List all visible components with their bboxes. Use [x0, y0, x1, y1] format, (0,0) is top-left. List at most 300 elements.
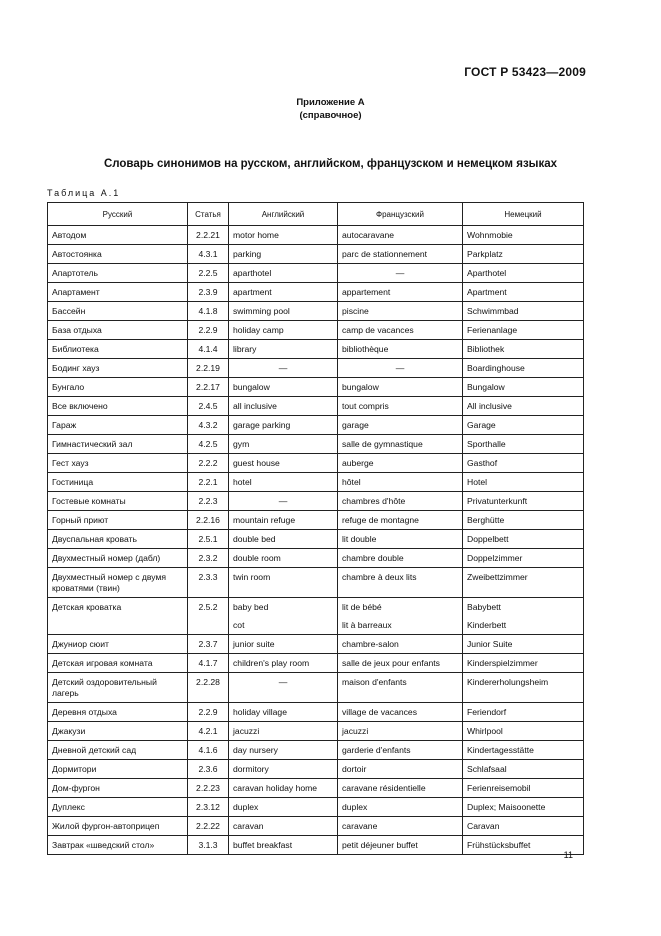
cell-french-text: autocaravane [342, 230, 395, 240]
cell-english [229, 568, 338, 598]
cell-german-text: Kinderspielzimmer [467, 658, 538, 668]
cell-russian [48, 798, 188, 817]
cell-russian [48, 435, 188, 454]
cell-russian-text: Все включено [52, 401, 108, 411]
page-number: 11 [563, 850, 573, 860]
table-row [48, 397, 584, 416]
cell-german-text: Aparthotel [467, 268, 507, 278]
column-header-article: Статья [188, 203, 229, 226]
cell-russian-text: Двуспальная кровать [52, 534, 137, 544]
cell-russian [48, 492, 188, 511]
table-row [48, 492, 584, 511]
cell-french-text: duplex [342, 802, 368, 812]
cell-article-text: 4.1.4 [198, 344, 218, 354]
table-row [48, 741, 584, 760]
cell-russian [48, 321, 188, 340]
cell-article [188, 673, 229, 703]
cell-english [229, 703, 338, 722]
cell-french [338, 340, 463, 359]
cell-english [229, 654, 338, 673]
cell-article-text: 2.2.22 [196, 821, 220, 831]
cell-english-text: holiday village [233, 707, 287, 717]
cell-french-text: village de vacances [342, 707, 418, 717]
cell-french [338, 817, 463, 836]
cell-french-text: petit déjeuner buffet [342, 840, 418, 850]
cell-article [188, 568, 229, 598]
cell-french-text: — [395, 363, 405, 373]
cell-russian-text: Бунгало [52, 382, 85, 392]
cell-english [229, 226, 338, 245]
cell-russian-text: Бодинг хауз [52, 363, 100, 373]
cell-article-text: 4.3.1 [198, 249, 218, 259]
cell-article-text: 2.2.23 [196, 783, 220, 793]
cell-russian-text: Дормитори [52, 764, 97, 774]
cell-english [229, 340, 338, 359]
cell-french-text: auberge [342, 458, 374, 468]
cell-english [229, 549, 338, 568]
cell-french [338, 779, 463, 798]
cell-english-alt-text: cot [233, 620, 245, 630]
cell-german-text: Kindertagesstätte [467, 745, 534, 755]
cell-article [188, 598, 229, 635]
cell-russian [48, 760, 188, 779]
cell-french-text: piscine [342, 306, 369, 316]
cell-english-text: twin room [233, 572, 271, 582]
cell-english-text: swimming pool [233, 306, 290, 316]
cell-french-text: lit de bébé [342, 602, 382, 612]
cell-german-text: Berghütte [467, 515, 505, 525]
cell-german-text: Bibliothek [467, 344, 505, 354]
cell-french [338, 798, 463, 817]
cell-russian-text: Детская игровая комната [52, 658, 153, 668]
table-row [48, 321, 584, 340]
cell-english [229, 283, 338, 302]
cell-article-text: 2.3.7 [198, 639, 218, 649]
cell-french [338, 264, 463, 283]
cell-french [338, 760, 463, 779]
table-row [48, 435, 584, 454]
cell-french [338, 378, 463, 397]
cell-russian-text: Гараж [52, 420, 77, 430]
cell-russian-text: Гостиница [52, 477, 94, 487]
cell-german [463, 245, 584, 264]
cell-german [463, 226, 584, 245]
cell-english [229, 454, 338, 473]
cell-article-text: 4.1.6 [198, 745, 218, 755]
cell-english [229, 760, 338, 779]
cell-article [188, 635, 229, 654]
cell-german-text: Gasthof [467, 458, 498, 468]
document-code: ГОСТ Р 53423—2009 [464, 65, 586, 79]
column-header-english: Английский [229, 203, 338, 226]
cell-russian-text: Горный приют [52, 515, 109, 525]
cell-german-text: Apartment [467, 287, 507, 297]
cell-german [463, 359, 584, 378]
cell-russian [48, 264, 188, 283]
cell-french-text: jacuzzi [342, 726, 369, 736]
cell-article [188, 817, 229, 836]
cell-russian-text: Жилой фургон-автоприцеп [52, 821, 160, 831]
table-caption: Таблица А.1 [47, 188, 121, 198]
cell-article [188, 264, 229, 283]
synonym-table [47, 202, 584, 855]
cell-english [229, 378, 338, 397]
cell-german [463, 779, 584, 798]
cell-article [188, 321, 229, 340]
cell-german-text: Schwimmbad [467, 306, 519, 316]
cell-french [338, 741, 463, 760]
cell-german-text: Wohnmobie [467, 230, 513, 240]
cell-french-text: salle de gymnastique [342, 439, 423, 449]
cell-article [188, 473, 229, 492]
cell-german-text: Babybett [467, 602, 501, 612]
cell-english [229, 473, 338, 492]
cell-french-text: chambre à deux lits [342, 572, 417, 582]
cell-article [188, 454, 229, 473]
cell-english-text: aparthotel [233, 268, 272, 278]
cell-english-text: — [278, 677, 288, 687]
cell-german-text: Parkplatz [467, 249, 503, 259]
cell-russian-text: Библиотека [52, 344, 99, 354]
cell-english-text: motor home [233, 230, 279, 240]
cell-french [338, 416, 463, 435]
cell-german [463, 435, 584, 454]
cell-french [338, 226, 463, 245]
cell-english-text: hotel [233, 477, 252, 487]
cell-french-text: tout compris [342, 401, 389, 411]
cell-article-text: 4.3.2 [198, 420, 218, 430]
cell-french [338, 511, 463, 530]
cell-english [229, 779, 338, 798]
cell-russian [48, 359, 188, 378]
cell-french-text: chambres d'hôte [342, 496, 406, 506]
cell-english-text: baby bed [233, 602, 269, 612]
cell-english-text: library [233, 344, 257, 354]
cell-article-text: 2.2.1 [198, 477, 218, 487]
cell-german-text: Boardinghouse [467, 363, 525, 373]
cell-french [338, 473, 463, 492]
cell-german [463, 673, 584, 703]
cell-article-text: 4.1.8 [198, 306, 218, 316]
cell-russian-text: Джакузи [52, 726, 86, 736]
cell-german [463, 302, 584, 321]
cell-article [188, 435, 229, 454]
table-row [48, 359, 584, 378]
cell-article-text: 2.2.3 [198, 496, 218, 506]
cell-article [188, 836, 229, 855]
cell-russian [48, 598, 188, 635]
table-row [48, 340, 584, 359]
cell-german [463, 321, 584, 340]
cell-russian [48, 530, 188, 549]
cell-german [463, 283, 584, 302]
cell-french [338, 283, 463, 302]
cell-english [229, 817, 338, 836]
cell-english-text: jacuzzi [233, 726, 260, 736]
cell-english [229, 245, 338, 264]
cell-german [463, 798, 584, 817]
cell-english-text: double room [233, 553, 281, 563]
cell-french [338, 703, 463, 722]
cell-article-text: 2.5.1 [198, 534, 218, 544]
table-row [48, 511, 584, 530]
cell-french-text: hôtel [342, 477, 361, 487]
cell-english [229, 635, 338, 654]
cell-german-text: Doppelbett [467, 534, 509, 544]
cell-english-text: dormitory [233, 764, 269, 774]
cell-russian [48, 302, 188, 321]
table-row [48, 673, 584, 703]
cell-english [229, 722, 338, 741]
cell-german-text: Hotel [467, 477, 488, 487]
appendix-heading [0, 96, 661, 122]
cell-russian [48, 568, 188, 598]
cell-russian-text: Гест хауз [52, 458, 89, 468]
cell-russian [48, 454, 188, 473]
table-row [48, 703, 584, 722]
table-row [48, 226, 584, 245]
cell-english-text: gym [233, 439, 250, 449]
cell-german-text: Schlafsaal [467, 764, 507, 774]
cell-english [229, 673, 338, 703]
cell-german [463, 568, 584, 598]
cell-french [338, 568, 463, 598]
cell-english-text: duplex [233, 802, 259, 812]
column-header-russian: Русский [48, 203, 188, 226]
cell-german-text: Duplex; Maisoonette [467, 802, 546, 812]
cell-german [463, 530, 584, 549]
table-row [48, 473, 584, 492]
cell-article [188, 703, 229, 722]
cell-english [229, 264, 338, 283]
cell-russian-text: Двухместный номер с двумя кроватями (твин) [52, 572, 167, 593]
cell-article-text: 2.3.6 [198, 764, 218, 774]
cell-german-text: Ferienanlage [467, 325, 518, 335]
cell-german [463, 549, 584, 568]
cell-french [338, 530, 463, 549]
cell-german [463, 340, 584, 359]
cell-russian [48, 741, 188, 760]
cell-english [229, 302, 338, 321]
column-header-german: Немецкий [463, 203, 584, 226]
cell-german-text: Bungalow [467, 382, 505, 392]
cell-article-text: 3.1.3 [198, 840, 218, 850]
cell-english-text: mountain refuge [233, 515, 296, 525]
cell-article-text: 2.2.9 [198, 325, 218, 335]
cell-german-text: Feriendorf [467, 707, 507, 717]
table-row [48, 245, 584, 264]
cell-russian [48, 673, 188, 703]
cell-russian [48, 817, 188, 836]
table-row [48, 836, 584, 855]
cell-russian-text: Двухместный номер (дабл) [52, 553, 161, 563]
cell-french-text: chambre double [342, 553, 404, 563]
cell-french [338, 245, 463, 264]
cell-french-text: chambre-salon [342, 639, 399, 649]
cell-english [229, 798, 338, 817]
cell-russian-text: База отдыха [52, 325, 102, 335]
cell-german [463, 397, 584, 416]
cell-english [229, 492, 338, 511]
cell-german-text: Privatunterkunft [467, 496, 528, 506]
cell-german-text: All inclusive [467, 401, 512, 411]
cell-article-text: 2.2.5 [198, 268, 218, 278]
table-row [48, 302, 584, 321]
cell-article [188, 511, 229, 530]
cell-english [229, 397, 338, 416]
cell-russian [48, 473, 188, 492]
cell-russian-text: Автодом [52, 230, 87, 240]
table-row [48, 635, 584, 654]
cell-german [463, 760, 584, 779]
cell-article-text: 2.2.2 [198, 458, 218, 468]
cell-german-alt-text: Kinderbett [467, 620, 507, 630]
cell-article [188, 340, 229, 359]
cell-article-text: 2.2.19 [196, 363, 220, 373]
table-row [48, 416, 584, 435]
cell-german [463, 454, 584, 473]
cell-russian [48, 226, 188, 245]
table-row [48, 654, 584, 673]
cell-article-text: 2.4.5 [198, 401, 218, 411]
cell-russian [48, 635, 188, 654]
cell-article [188, 359, 229, 378]
cell-russian [48, 378, 188, 397]
table-row [48, 760, 584, 779]
cell-russian-text: Детский оздоровительный лагерь [52, 677, 157, 698]
cell-german-text: Caravan [467, 821, 500, 831]
cell-english-text: bungalow [233, 382, 270, 392]
cell-russian [48, 779, 188, 798]
table-row [48, 598, 584, 635]
appendix-label: Приложение А [296, 97, 365, 108]
cell-russian [48, 511, 188, 530]
cell-french [338, 635, 463, 654]
cell-german-text: Ferienreisemobil [467, 783, 531, 793]
appendix-note: (справочное) [299, 110, 362, 121]
cell-english-text: apartment [233, 287, 272, 297]
cell-article-text: 2.3.2 [198, 553, 218, 563]
cell-french-text: parc de stationnement [342, 249, 428, 259]
cell-russian-text: Дуплекс [52, 802, 85, 812]
table-row [48, 530, 584, 549]
cell-french [338, 302, 463, 321]
cell-article [188, 397, 229, 416]
document-title: Словарь синонимов на русском, английском, французском и немецком языках [103, 158, 558, 170]
cell-russian-text: Деревня отдыха [52, 707, 117, 717]
cell-french-text: garderie d'enfants [342, 745, 411, 755]
cell-article-text: 2.3.3 [198, 572, 218, 582]
cell-english-text: guest house [233, 458, 280, 468]
cell-german-text: Garage [467, 420, 496, 430]
cell-german-text: Zweibettzimmer [467, 572, 528, 582]
cell-article [188, 492, 229, 511]
cell-english-text: caravan holiday home [233, 783, 318, 793]
cell-article [188, 760, 229, 779]
cell-german-text: Kindererholungsheim [467, 677, 549, 687]
cell-article-text: 4.2.1 [198, 726, 218, 736]
cell-article [188, 378, 229, 397]
cell-german-text: Whirlpool [467, 726, 503, 736]
cell-russian [48, 703, 188, 722]
cell-article [188, 302, 229, 321]
table-row [48, 264, 584, 283]
cell-russian [48, 245, 188, 264]
cell-french-text: garage [342, 420, 369, 430]
cell-french [338, 359, 463, 378]
cell-german [463, 264, 584, 283]
table-row [48, 454, 584, 473]
cell-article-text: 2.2.28 [196, 677, 220, 687]
cell-russian [48, 340, 188, 359]
cell-article-text: 4.2.5 [198, 439, 218, 449]
cell-english-text: buffet breakfast [233, 840, 293, 850]
cell-french-text: lit double [342, 534, 377, 544]
cell-article [188, 226, 229, 245]
cell-english [229, 321, 338, 340]
cell-article [188, 741, 229, 760]
cell-article-text: 2.2.17 [196, 382, 220, 392]
cell-english-text: double bed [233, 534, 276, 544]
cell-russian [48, 283, 188, 302]
cell-article-text: 2.5.2 [198, 602, 218, 612]
cell-english-text: children's play room [233, 658, 310, 668]
cell-english-text: holiday camp [233, 325, 284, 335]
cell-english [229, 741, 338, 760]
cell-article-text: 2.2.16 [196, 515, 220, 525]
cell-french [338, 549, 463, 568]
cell-english-text: parking [233, 249, 262, 259]
cell-english [229, 530, 338, 549]
cell-article [188, 549, 229, 568]
cell-russian-text: Завтрак «шведский стол» [52, 840, 155, 850]
table-body [48, 226, 584, 855]
cell-russian-text: Апартотель [52, 268, 99, 278]
table-row [48, 798, 584, 817]
cell-article [188, 798, 229, 817]
cell-article [188, 779, 229, 798]
cell-russian [48, 397, 188, 416]
cell-article-text: 2.2.9 [198, 707, 218, 717]
cell-french-text: — [395, 268, 405, 278]
cell-russian-text: Автостоянка [52, 249, 102, 259]
cell-french-text: salle de jeux pour enfants [342, 658, 440, 668]
cell-russian [48, 654, 188, 673]
cell-french-text: bibliothèque [342, 344, 389, 354]
cell-french [338, 435, 463, 454]
cell-french-text: camp de vacances [342, 325, 414, 335]
cell-french [338, 321, 463, 340]
cell-german [463, 492, 584, 511]
cell-german [463, 473, 584, 492]
cell-german-text: Frühstücksbuffet [467, 840, 531, 850]
table-row [48, 378, 584, 397]
cell-french [338, 454, 463, 473]
cell-russian-text: Апартамент [52, 287, 100, 297]
cell-russian-text: Джуниор сюит [52, 639, 109, 649]
cell-english-text: caravan [233, 821, 264, 831]
cell-french-text: appartement [342, 287, 391, 297]
cell-article [188, 654, 229, 673]
cell-german-text: Sporthalle [467, 439, 506, 449]
cell-russian [48, 836, 188, 855]
cell-french [338, 397, 463, 416]
cell-article [188, 283, 229, 302]
cell-article [188, 722, 229, 741]
cell-russian [48, 722, 188, 741]
cell-french-text: dortoir [342, 764, 367, 774]
cell-german [463, 703, 584, 722]
